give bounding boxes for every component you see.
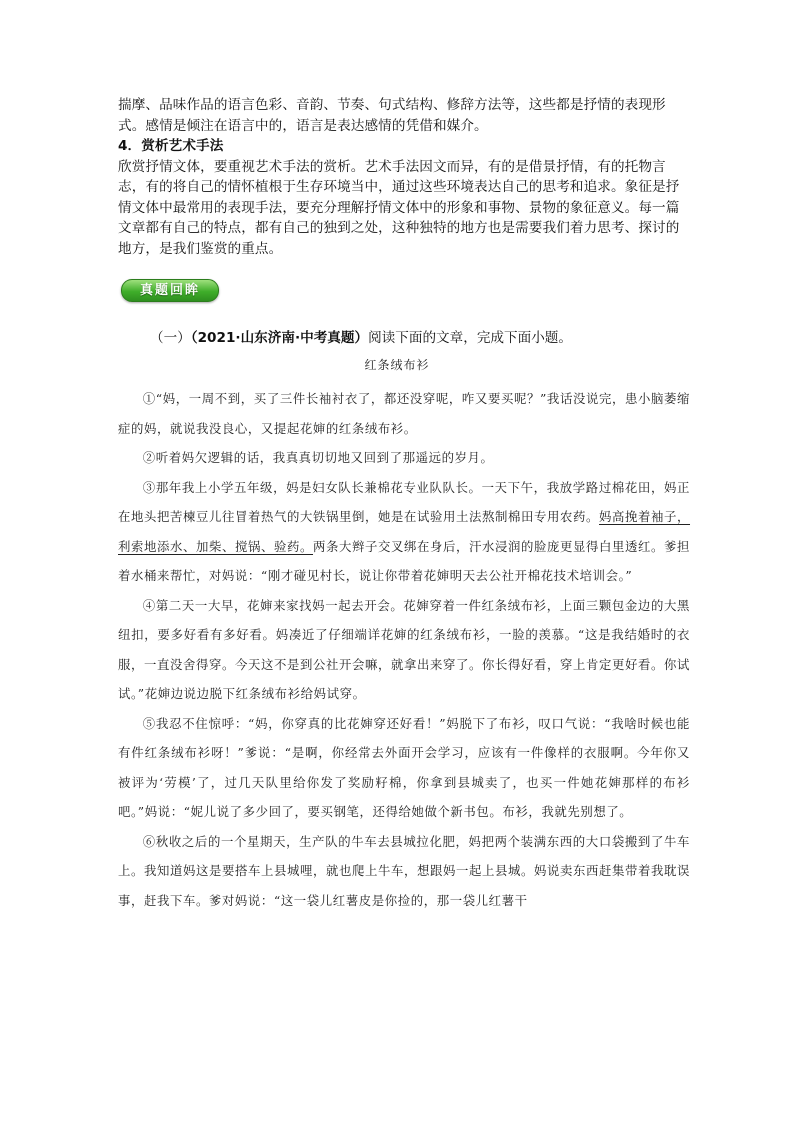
story-paragraph-3 <box>118 473 690 591</box>
story-paragraph-1: ①“妈，一周不到，买了三件长袖衬衣了，都还没穿呢，咋又要买呢？”我话没说完，患小脑萎缩症的妈，就说我没良心，又提起花婶的红条绒布衫。 <box>118 391 690 436</box>
question-instruction: 阅读下面的文章，完成下面小题。 <box>368 330 572 346</box>
story-paragraph-5: ⑤我忍不住惊呼：“妈，你穿真的比花婶穿还好看！”妈脱下了布衫，叹口气说：“我啥时候也能有件红条绒布衫呀！”爹说：“是啊，你经常去外面开会学习，应该有一件像样的衣服啊。今年你又被评为‘劳模’了，过几天队里给你发了奖励籽棉，你拿到县城卖了，也买一件她花婶那样的布衫吧。”妈说：“妮儿说了多少回了，要买钢笔，还得给她做个新书包。布衫，我就先别想了。 <box>118 715 690 819</box>
intro-section <box>118 95 688 259</box>
story-title: 红条绒布衫 <box>364 358 430 372</box>
story-paragraph-3-text-a: ③那年我上小学五年级，妈是妇女队长兼棉花专业队队长。一天下午，我放学路过棉花田，妈正在地头把苦楝豆儿往冒着热气的大铁锅里倒，她是在试验用土法熬制棉田专用农药。 <box>118 479 690 524</box>
story-body <box>118 384 690 915</box>
section-heading-art-technique: 4．赏析艺术手法 <box>118 138 224 154</box>
story-paragraph-4: ④第二天一大早，花婶来家找妈一起去开会。花婶穿着一件红条绒布衫，上面三颗包金边的大黑纽扣，要多好看有多好看。妈凑近了仔细端详花婶的红条绒布衫，一脸的羡慕。“这是我结婚时的衣服，一直没舍得穿。今天这不是到公社开会嘛，就拿出来穿了。你长得好看，穿上肯定更好看。你试试。”花婶边说边脱下红条绒布衫给妈试穿。 <box>118 597 690 701</box>
underlined-sentence: 妈高挽着袖子，利索地添水、加柴、搅锅、验药。 <box>118 509 691 554</box>
question-source: （2021·山东济南·中考真题） <box>190 330 369 346</box>
story-paragraph-6: ⑥秋收之后的一个星期天，生产队的牛车去县城拉化肥，妈把两个装满东西的大口袋搬到了牛车上。我知道妈这是要搭车上县城哩，就也爬上牛车，想跟妈一起上县城。妈说卖东西赶集带着我耽误事，赶我下车。爹对妈说：“这一袋儿红薯皮是你捡的，那一袋儿红薯干 <box>118 833 690 908</box>
question-number: （一） <box>150 330 191 346</box>
real-exam-review-badge: 真题回眸 <box>121 279 219 302</box>
question-header <box>150 326 572 346</box>
story-paragraph-2: ②听着妈欠逻辑的话，我真真切切地又回到了那遥远的岁月。 <box>142 450 494 465</box>
story-paragraph-3-text-b: 两条大辫子交叉绑在身后，汗水浸润的脸庞更显得白里透红。爹担着水桶来帮忙，对妈说：“刚才碰见村长，说让你带着花婶明天去公社开棉花技术培训会。” <box>118 538 691 583</box>
intro-paragraph-language: 揣摩、品味作品的语言色彩、音韵、节奏、句式结构、修辞方法等，这些都是抒情的表现形式。感情是倾注在语言中的，语言是表达感情的凭借和媒介。 <box>118 97 666 134</box>
intro-paragraph-art-technique: 欣赏抒情文体，要重视艺术手法的赏析。艺术手法因文而异，有的是借景抒情，有的托物言志，有的将自己的情怀植根于生存环境当中，通过这些环境表达自己的思考和追求。象征是抒情文体中最常用的表现手法，要充分理解抒情文体中的形象和事物、景物的象征意义。每一篇文章都有自己的特点，都有自己的独到之处，这种独特的地方也是需要我们着力思考、探讨的地方，是我们鉴赏的重点。 <box>118 158 680 257</box>
